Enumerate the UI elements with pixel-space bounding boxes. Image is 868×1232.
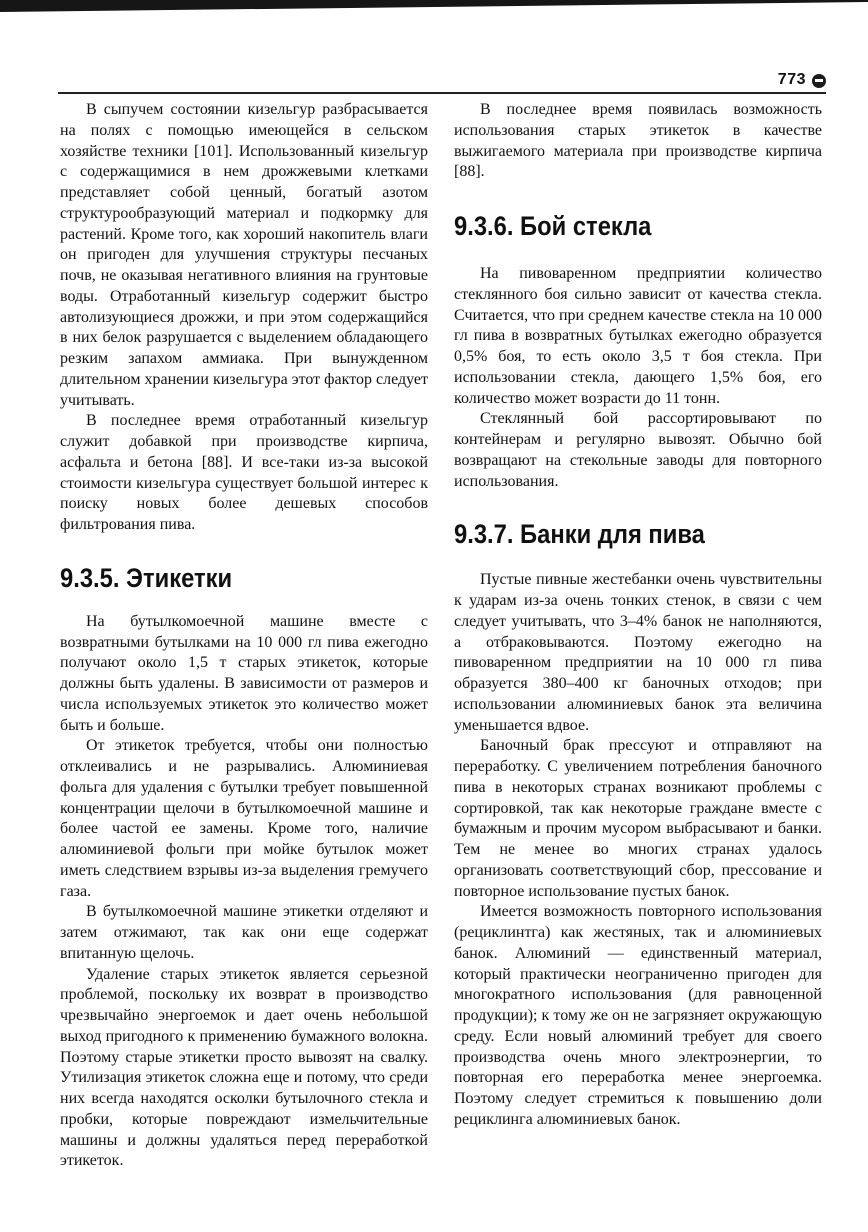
right-paragraph-6: Имеется возможность повторного использования (рециклинтга) как жестяных, так и алюминиевых банок. Алюминий — единственный материал, который практически неограниченно пригоден для многократного использования (для равноценной продукции); к тому же он не загрязняет окружающую среду. Если новый алюминий требует для своего производства очень много электроэнергии, то повторная его переработка менее энергоемка. Поэтому следует стремиться к повышению доли рециклинга алюминиевых банок.	[454, 903, 822, 1128]
page-marker-icon	[812, 74, 826, 88]
section-heading-glass: 9.3.6. Бой стекла	[454, 211, 652, 241]
right-paragraph-1: В последнее время появилась возможность использования старых этикеток в качестве выжигаемого материала при производстве кирпича [88].	[454, 101, 822, 181]
left-paragraph-2: В последнее время отработанный кизельгур служит добавкой при производстве кирпича, асфальта и бетона [88]. И все-таки из-за высокой стоимости кизельгура существует большой интерес к поиску новых более дешевых способов фильтрования пива.	[60, 412, 428, 533]
page-number: 773	[777, 71, 806, 88]
right-paragraph-2: На пивоваренном предприятии количество стеклянного боя сильно зависит от качества стекла. Считается, что при среднем качестве стекла на 10 000 гл пива в возвратных бутылках ежегодно образуется 0,5% боя, то есть около 3,5 т боя стекла. При использовании стекла, дающего 1,5% боя, его количество может возрасти до 11 тонн.	[454, 265, 822, 407]
section-heading-labels: 9.3.5. Этикетки	[60, 562, 233, 593]
right-paragraph-4: Пустые пивные жестебанки очень чувствительны к ударам из-за очень тонких стенок, в связи с чем следует учитывать, что 3–4% банок не наполняются, а отбраковываются. Поэтому ежегодно на пивоваренном предприятии на 10 000 гл пива образуется 380–400 кг баночных отходов; при использовании алюминиевых банок эта величина уменьшается вдвое.	[454, 571, 822, 734]
left-column	[60, 100, 428, 1172]
section-heading-cans: 9.3.7. Банки для пива	[454, 519, 705, 550]
right-column	[454, 100, 822, 1131]
left-paragraph-4: От этикеток требуется, чтобы они полностью отклеивались и не разрывались. Алюминиевая фольга для удаления с бутылки требует повышенной концентрации щелочи в бутылкомоечной машине и более частой ее замены. Кроме того, наличие алюминиевой фольги при мойке бутылок может иметь следствием взрывы из-за выделения гремучего газа.	[60, 737, 428, 900]
left-paragraph-5: В бутылкомоечной машине этикетки отделяют и затем отжимают, так как они еще содержат впитанную щелочь.	[60, 903, 428, 962]
header-rule	[58, 92, 826, 94]
right-paragraph-5: Баночный брак прессуют и отправляют на переработку. С увеличением потребления баночного пива в некоторых странах возникают проблемы с сортировкой, так как некоторые граждане вместе с бумажным и прочим мусором выбрасывают и банки. Тем не менее во многих странах удалось организовать соответствующий сбор, прессование и повторное использование пустых банок.	[454, 737, 822, 900]
left-paragraph-3: На бутылкомоечной машине вместе с возвратными бутылками на 10 000 гл пива ежегодно получают около 1,5 т старых этикеток, которые должны быть удалены. В зависимости от размеров и числа используемых этикеток это количество может быть и больше.	[60, 612, 428, 734]
scan-top-edge	[0, 0, 868, 14]
right-paragraph-3: Стеклянный бой рассортировывают по контейнерам и регулярно вывозят. Обычно бой возвращают на стекольные заводы для повторного использования.	[454, 410, 822, 490]
left-paragraph-1: В сыпучем состоянии кизельгур разбрасывается на полях с помощью имеющейся в сельском хозяйстве техники [101]. Использованный кизельгур с содержащимися в нем дрожжевыми клетками представляет собой ценный, богатый азотом структурообразующий материал и подкормку для растений. Кроме того, как хороший накопитель влаги он пригоден для улучшения структуры песчаных почв, не оказывая негативного влияния на грунтовые воды. Отработанный кизельгур содержит быстро автолизующиеся дрожжи, и при этом содержащийся в них белок разрушается с выделением обладающего резким запахом аммиака. При вынужденном длительном хранении кизельгура этот фактор следует учитывать.	[60, 101, 428, 409]
left-paragraph-6: Удаление старых этикеток является серьезной проблемой, поскольку их возврат в производство чрезвычайно энергоемок и дает очень небольшой выход пригодного к применению бумажного волокна. Поэтому старые этикетки просто вывозят на свалку. Утилизация этикеток сложна еще и потому, что среди них всегда находятся осколки бутылочного стекла и пробки, которые повреждают измельчительные машины и должны удаляться перед переработкой этикеток.	[60, 965, 428, 1170]
